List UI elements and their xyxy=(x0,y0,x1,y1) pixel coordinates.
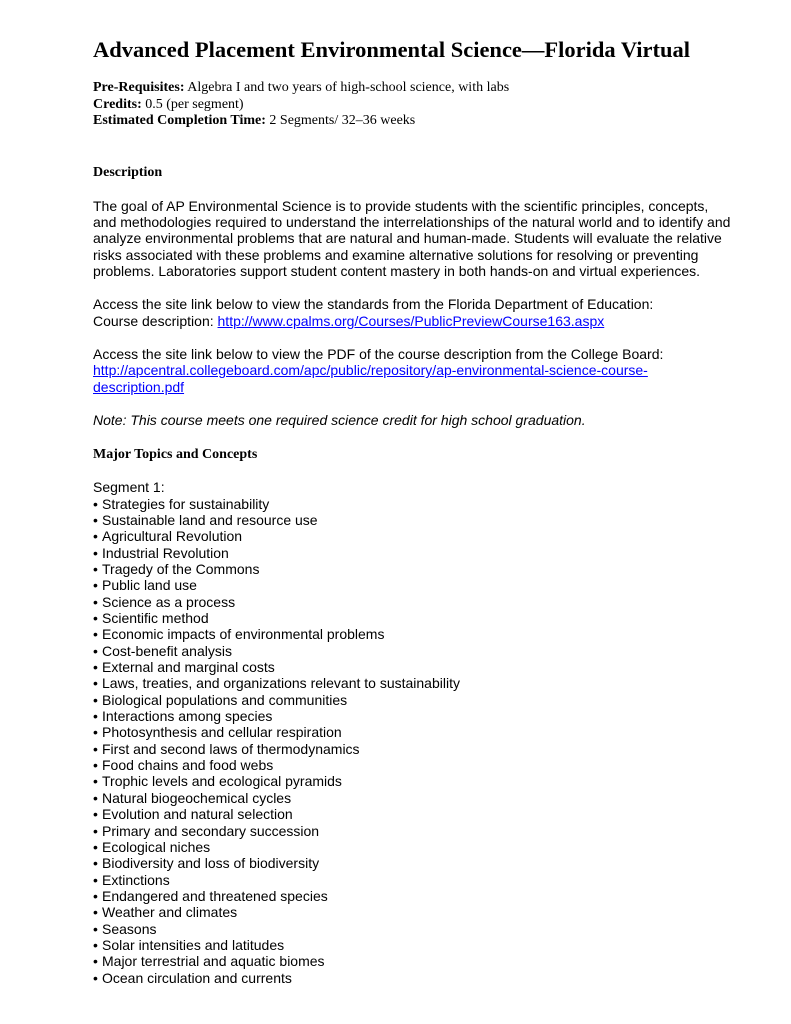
description-line: and methodologies required to understand the interrelationships of the natural world and to identify and xyxy=(93,213,731,230)
bullet-icon: • xyxy=(93,887,98,904)
bullet-icon: • xyxy=(93,675,98,692)
course-description-row xyxy=(93,313,753,329)
bullet-icon: • xyxy=(93,610,98,627)
document-page xyxy=(93,36,753,986)
pdf-paragraph xyxy=(93,346,753,395)
bullet-icon: • xyxy=(93,822,98,839)
bullet-icon: • xyxy=(93,544,98,561)
topic-text: Extinctions xyxy=(102,871,170,888)
description-line: problems. Laboratories support student content mastery in both hands-on and virtual experiences. xyxy=(93,262,701,279)
topic-text: Natural biogeochemical cycles xyxy=(102,789,292,806)
topic-text: Science as a process xyxy=(102,593,236,610)
topic-text: Laws, treaties, and organizations relevant to sustainability xyxy=(102,675,460,692)
topic-text: Economic impacts of environmental problems xyxy=(102,626,385,643)
bullet-icon: • xyxy=(93,528,98,545)
description-line: risks associated with these problems and examine alternative solutions for resolving or preventing xyxy=(93,246,699,263)
bullet-icon: • xyxy=(93,740,98,757)
bullet-icon: • xyxy=(93,642,98,659)
topic-text: Biodiversity and loss of biodiversity xyxy=(102,855,320,872)
topic-list-item xyxy=(93,888,753,904)
topic-list-item xyxy=(93,512,753,528)
topic-text: Trophic levels and ecological pyramids xyxy=(102,773,342,790)
topic-text: External and marginal costs xyxy=(102,659,275,676)
topic-list-item xyxy=(93,675,753,691)
topic-list-item xyxy=(93,953,753,969)
course-description-label: Course description: xyxy=(93,312,218,329)
topic-list-item xyxy=(93,921,753,937)
topic-text: First and second laws of thermodynamics xyxy=(102,740,360,757)
bullet-icon: • xyxy=(93,871,98,888)
topic-text: Food chains and food webs xyxy=(102,757,274,774)
bullet-icon: • xyxy=(93,904,98,921)
topic-list-item xyxy=(93,855,753,871)
topic-text: Photosynthesis and cellular respiration xyxy=(102,724,342,741)
topic-list-item xyxy=(93,823,753,839)
topic-list-item xyxy=(93,872,753,888)
topic-list-item xyxy=(93,806,753,822)
topic-text: Primary and secondary succession xyxy=(102,822,320,839)
topic-list-item xyxy=(93,757,753,773)
topic-list-item xyxy=(93,594,753,610)
bullet-icon: • xyxy=(93,691,98,708)
topic-list-item xyxy=(93,692,753,708)
completion-time-value: 2 Segments/ 32–36 weeks xyxy=(269,113,416,128)
topic-list-item xyxy=(93,610,753,626)
topic-list-item xyxy=(93,561,753,577)
topic-text: Public land use xyxy=(102,577,197,594)
bullet-icon: • xyxy=(93,838,98,855)
completion-time-label: Estimated Completion Time: xyxy=(93,113,266,128)
topic-text: Cost-benefit analysis xyxy=(102,642,232,659)
credits-row xyxy=(93,97,753,114)
topic-text: Sustainable land and resource use xyxy=(102,511,318,528)
bullet-icon: • xyxy=(93,855,98,872)
topic-text: Strategies for sustainability xyxy=(102,495,270,512)
topic-list xyxy=(93,496,753,986)
topic-list-item xyxy=(93,970,753,986)
bullet-icon: • xyxy=(93,724,98,741)
bullet-icon: • xyxy=(93,773,98,790)
topic-text: Seasons xyxy=(102,920,157,937)
topic-text: Solar intensities and latitudes xyxy=(102,936,285,953)
bullet-icon: • xyxy=(93,953,98,970)
description-line: The goal of AP Environmental Science is to provide students with the scientific principles, concepts, xyxy=(93,197,709,214)
pdf-link-line-2[interactable]: description.pdf xyxy=(93,378,185,395)
topic-list-item xyxy=(93,643,753,659)
topic-text: Scientific method xyxy=(102,610,209,627)
graduation-note: Note: This course meets one required science credit for high school graduation. xyxy=(93,411,586,428)
segment-label: Segment 1: xyxy=(93,479,165,496)
topic-text: Endangered and threatened species xyxy=(102,887,328,904)
bullet-icon: • xyxy=(93,936,98,953)
topics-heading: Major Topics and Concepts xyxy=(93,447,258,463)
description-line: analyze environmental problems that are natural and human-made. Students will evaluate the relative xyxy=(93,230,722,247)
topic-text: Ecological niches xyxy=(102,838,211,855)
pdf-link-line-1[interactable]: http://apcentral.collegeboard.com/apc/public/repository/ap-environmental-science-course- xyxy=(93,362,648,379)
document-title: Advanced Placement Environmental Science—Florida Virtual xyxy=(93,37,691,62)
topic-text: Biological populations and communities xyxy=(102,691,348,708)
bullet-icon: • xyxy=(93,920,98,937)
credits-label: Credits: xyxy=(93,96,142,112)
bullet-icon: • xyxy=(93,806,98,823)
course-meta xyxy=(93,80,753,130)
topic-list-item xyxy=(93,839,753,855)
pdf-intro: Access the site link below to view the PDF of the course description from the College Board: xyxy=(93,345,664,362)
topic-list-item xyxy=(93,626,753,642)
description-heading: Description xyxy=(93,164,163,180)
bullet-icon: • xyxy=(93,757,98,774)
prerequisites-label: Pre-Requisites: xyxy=(93,80,185,95)
topic-text: Ocean circulation and currents xyxy=(102,969,292,986)
topic-list-item xyxy=(93,724,753,740)
standards-paragraph xyxy=(93,296,753,329)
bullet-icon: • xyxy=(93,789,98,806)
topic-text: Evolution and natural selection xyxy=(102,806,293,823)
bullet-icon: • xyxy=(93,511,98,528)
segment-1 xyxy=(93,479,753,986)
prerequisites-row xyxy=(93,80,753,97)
bullet-icon: • xyxy=(93,626,98,643)
bullet-icon: • xyxy=(93,593,98,610)
standards-intro: Access the site link below to view the standards from the Florida Department of Education: xyxy=(93,296,654,313)
completion-time-row xyxy=(93,113,753,130)
credits-value: 0.5 (per segment) xyxy=(145,96,244,112)
topic-list-item xyxy=(93,904,753,920)
course-description-link[interactable]: http://www.cpalms.org/Courses/PublicPreviewCourse163.aspx xyxy=(217,312,605,329)
bullet-icon: • xyxy=(93,659,98,676)
topic-list-item xyxy=(93,545,753,561)
topic-text: Tragedy of the Commons xyxy=(102,561,260,577)
topic-list-item xyxy=(93,741,753,757)
topic-text: Agricultural Revolution xyxy=(102,528,243,545)
topic-text: Weather and climates xyxy=(102,904,238,921)
bullet-icon: • xyxy=(93,495,98,512)
topic-list-item xyxy=(93,659,753,675)
bullet-icon: • xyxy=(93,969,98,986)
topic-list-item xyxy=(93,937,753,953)
topic-list-item xyxy=(93,708,753,724)
topic-list-item xyxy=(93,528,753,544)
bullet-icon: • xyxy=(93,577,98,594)
topic-list-item xyxy=(93,790,753,806)
topic-list-item xyxy=(93,773,753,789)
description-paragraph xyxy=(93,198,753,280)
topic-text: Industrial Revolution xyxy=(102,544,229,561)
topic-list-item xyxy=(93,496,753,512)
topic-list-item xyxy=(93,577,753,593)
topic-text: Major terrestrial and aquatic biomes xyxy=(102,953,325,970)
bullet-icon: • xyxy=(93,708,98,725)
topic-text: Interactions among species xyxy=(102,708,273,725)
prerequisites-value: Algebra I and two years of high-school science, with labs xyxy=(187,80,510,95)
bullet-icon: • xyxy=(93,561,98,577)
